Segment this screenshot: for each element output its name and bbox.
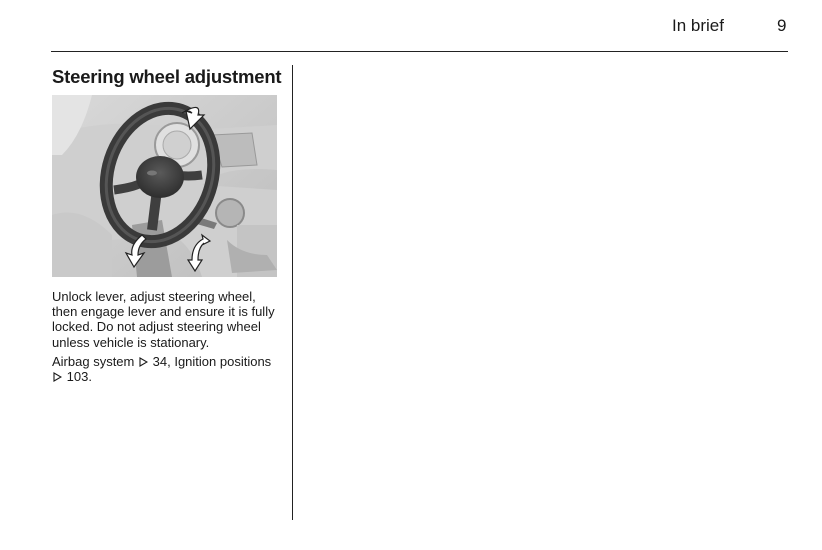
- xref-end: .: [88, 369, 92, 385]
- xref-airbag-page[interactable]: 34: [152, 354, 168, 369]
- steering-wheel-adjustment-illustration: [52, 95, 277, 277]
- xref-ignition-page[interactable]: 103: [66, 369, 89, 385]
- xref-ignition-label: Ignition positions: [174, 354, 272, 369]
- page-reference-arrow-icon: [53, 372, 62, 382]
- instruction-text: Unlock lever, adjust steering wheel, then engage lever and ensure it is fully locked. Do not adjust steering wheel unless vehicle is stationary.: [52, 289, 275, 350]
- header-section-title: In brief: [672, 16, 724, 35]
- page-number: 9: [777, 16, 787, 35]
- cross-reference-text: [52, 354, 284, 384]
- column-divider: [292, 65, 293, 520]
- xref-airbag-label: Airbag system: [52, 354, 135, 369]
- header-divider: [51, 51, 788, 52]
- xref-separator: ,: [167, 354, 171, 369]
- section-heading: Steering wheel adjustment: [52, 66, 282, 87]
- page-reference-arrow-icon: [139, 357, 148, 367]
